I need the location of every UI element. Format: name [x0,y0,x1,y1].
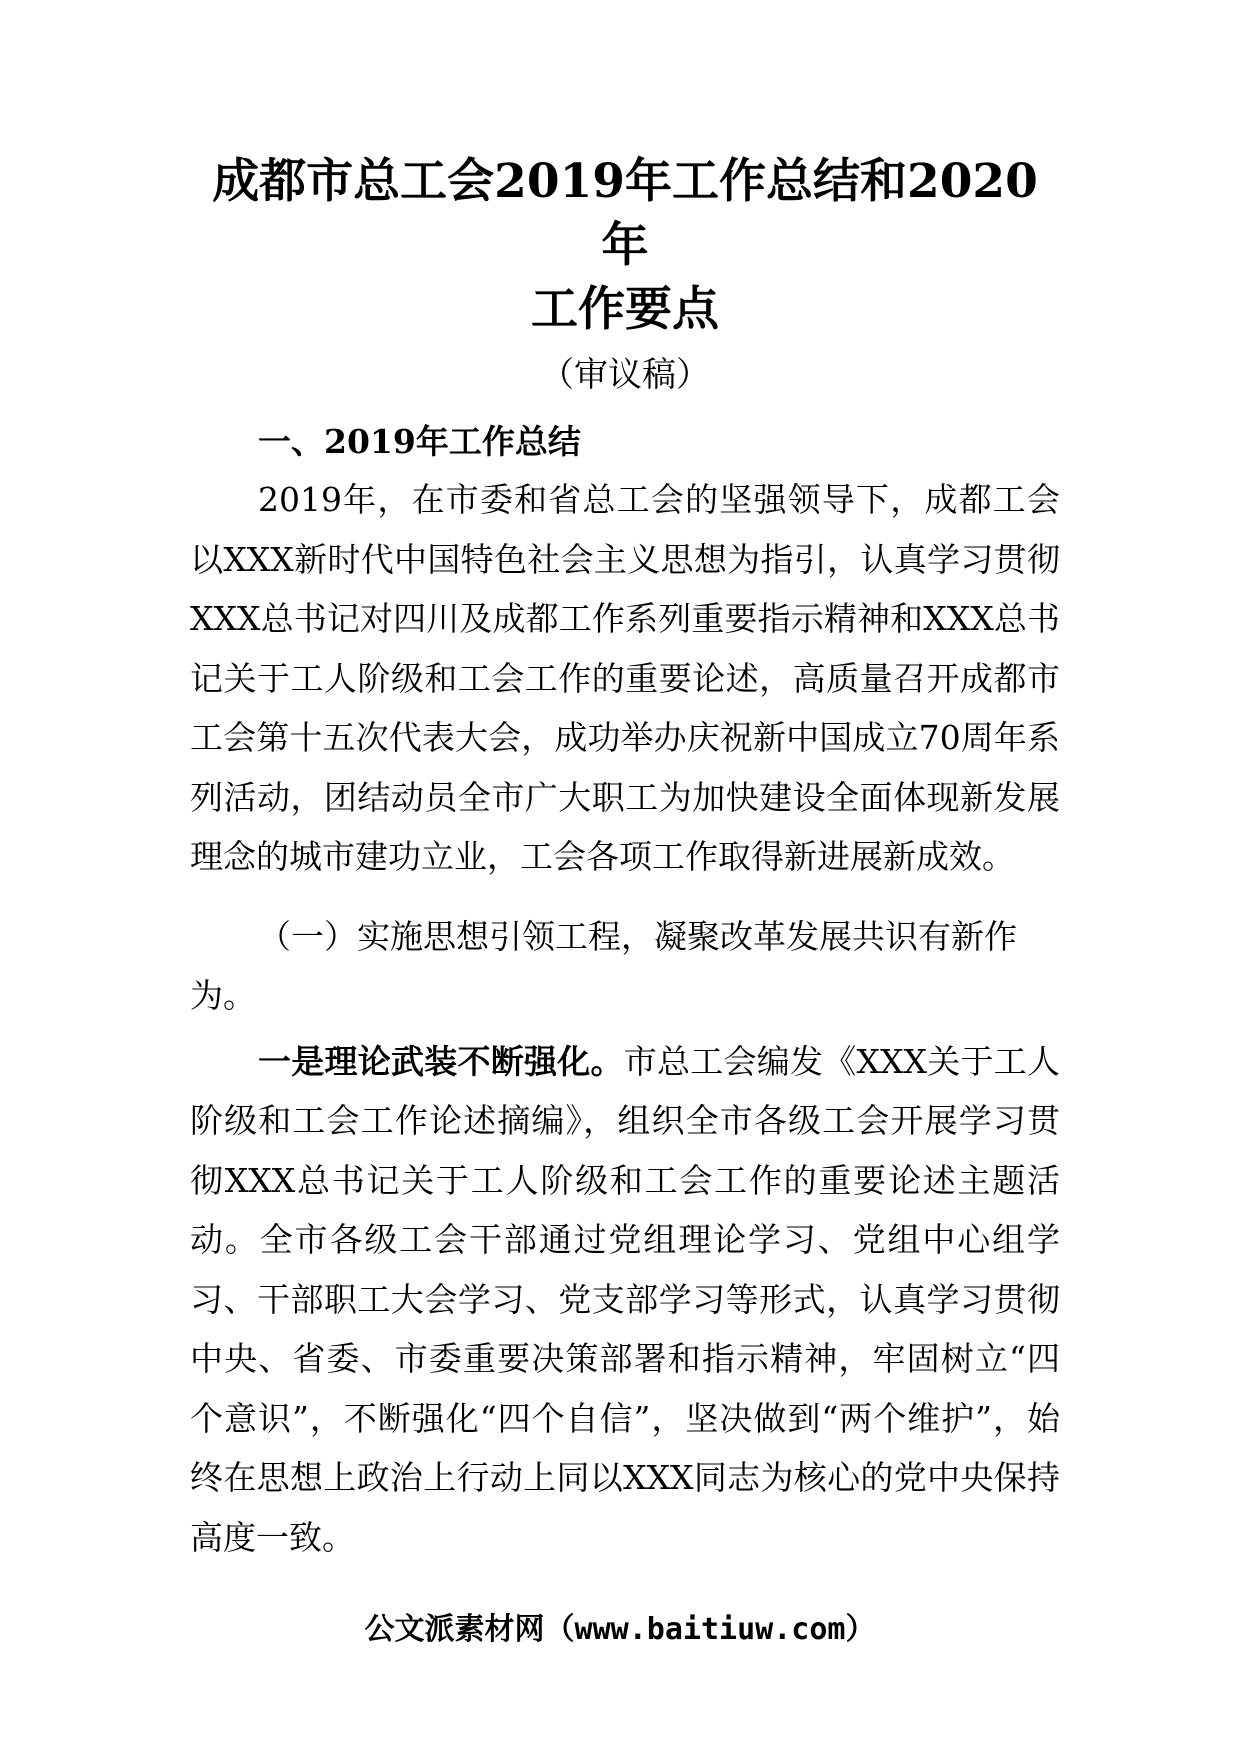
footer-site-url: （www.baitiuw.com） [544,1612,876,1647]
footer-site-name: 公文派素材网 [364,1612,545,1647]
item-text: 市总工会编发《XXX关于工人阶级和工会工作论述摘编》，组织全市各级工会开展学习贯彻XXX总书记关于工人阶级和工会工作的重要论述主题活动。全市各级工会干部通过党组理论学习、党组中心组学习、干部职工大会学习、党支部学习等形式，认真学习贯彻中央、省委、市委重要决策部署和指示精神，牢固树立“四个意识”，不断强化“四个自信”，坚决做到“两个维护”，始终在思想上政治上行动上同以XXX同志为核心的党中央保持高度一致。 [190,1041,1061,1557]
subsection-heading: （一）实施思想引领工程，凝聚改革发展共识有新作为。 [190,916,1017,1015]
item-lead: 一是理论武装不断强化。 [258,1041,624,1081]
item-paragraph [190,1032,1060,1568]
document-title [190,150,1060,342]
section-heading: 一、2019年工作总结 [258,422,581,461]
document-body [190,150,1060,1567]
title-line-1: 成都市总工会2019年工作总结和2020年 [212,154,1038,273]
intro-paragraph: 2019年，在市委和省总工会的坚强领导下，成都工会以XXX新时代中国特色社会主义思想为指引，认真学习贯彻XXX总书记对四川及成都工作系列重要指示精神和XXX总书记关于工人阶级和工会工作的重要论述，高质量召开成都市工会第十五次代表大会，成功举办庆祝新中国成立70周年系列活动，团结动员全市广大职工为加快建设全面体现新发展理念的城市建功立业，工会各项工作取得新进展新成效。 [190,480,1060,876]
footer-watermark [0,1608,1240,1652]
document-subtitle: （审议稿） [540,355,710,395]
title-line-2: 工作要点 [531,282,719,337]
